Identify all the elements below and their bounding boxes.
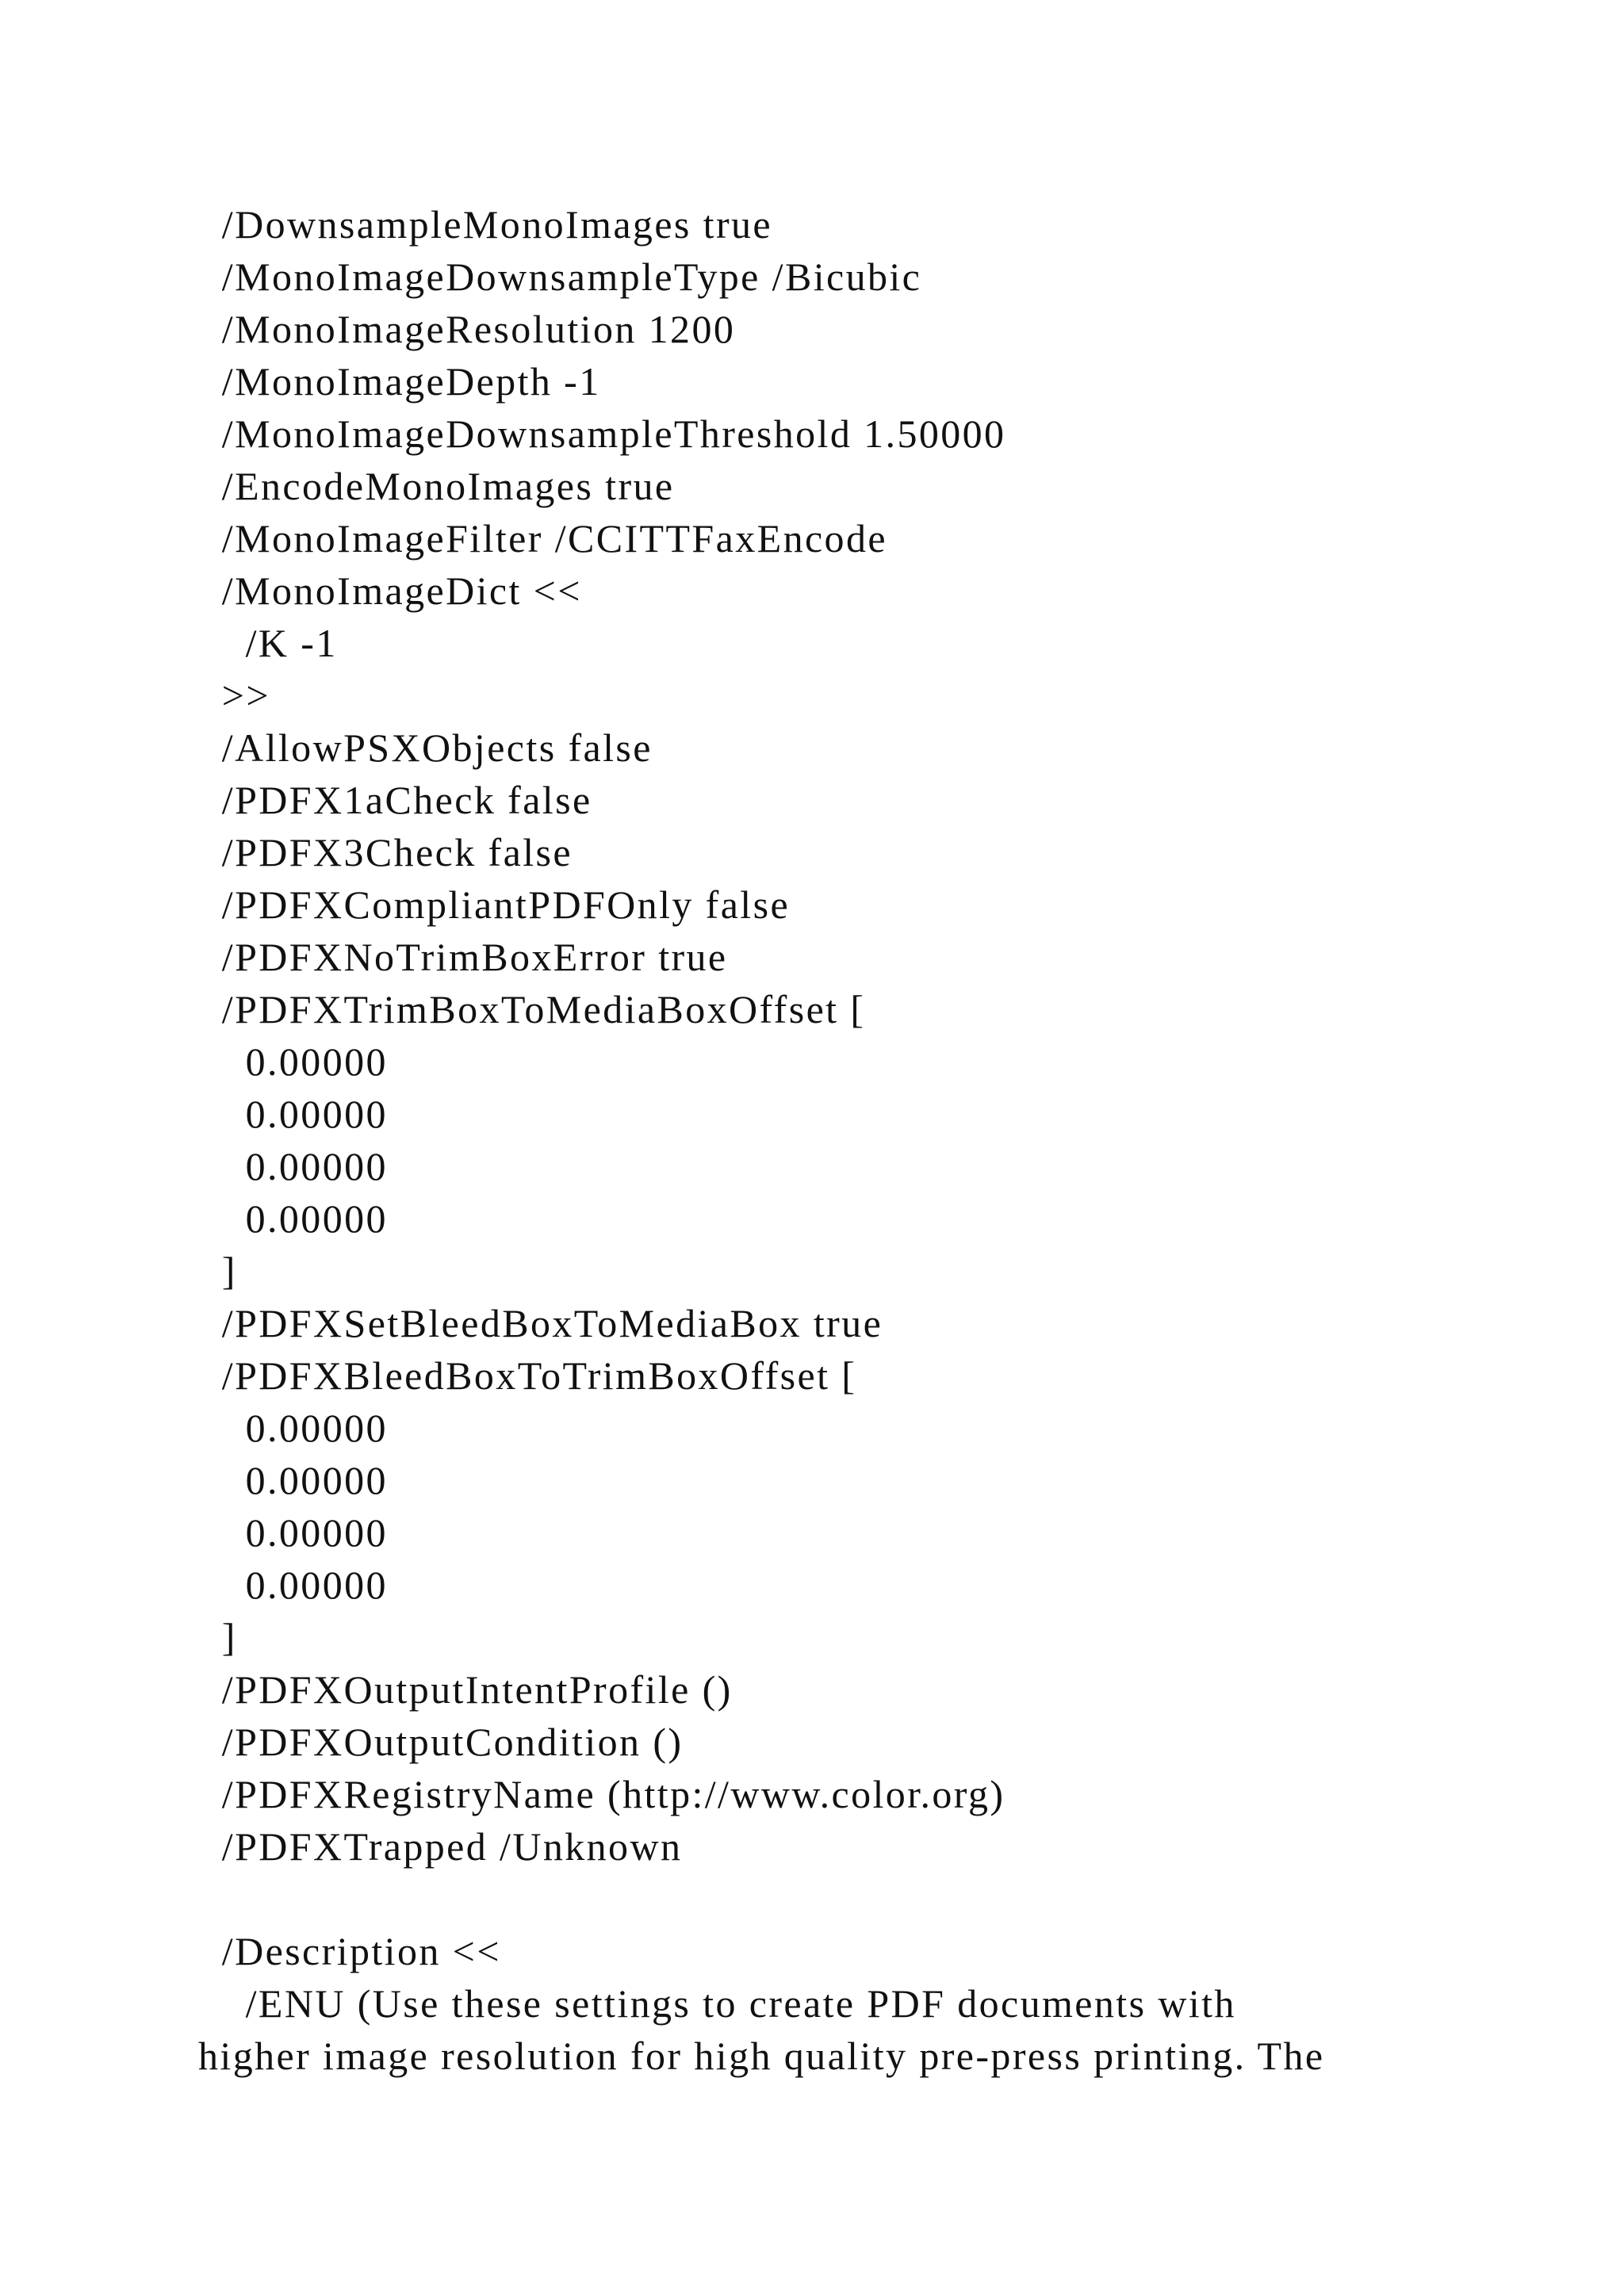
text-line: /PDFXOutputIntentProfile () [198, 1667, 733, 1712]
text-line: /MonoImageDownsampleType /Bicubic [198, 254, 922, 299]
text-line: /PDFXRegistryName (http://www.color.org) [198, 1772, 1005, 1816]
text-line: 0.00000 [198, 1563, 388, 1607]
text-line: >> [198, 673, 270, 718]
text-line: 0.00000 [198, 1039, 388, 1084]
document-text [198, 198, 1435, 2082]
text-line: 0.00000 [198, 1196, 388, 1241]
text-line: /ENU (Use these settings to create PDF documents with [198, 1981, 1236, 2026]
text-line: /MonoImageResolution 1200 [198, 307, 736, 351]
text-line: 0.00000 [198, 1092, 388, 1136]
text-line: /MonoImageDownsampleThreshold 1.50000 [198, 411, 1006, 456]
text-line: /DownsampleMonoImages true [198, 202, 773, 247]
text-line: /PDFXCompliantPDFOnly false [198, 882, 791, 927]
text-line: /PDFXSetBleedBoxToMediaBox true [198, 1301, 883, 1345]
text-line [198, 1873, 1435, 1925]
text-line: ] [198, 1615, 237, 1659]
text-line: 0.00000 [198, 1458, 388, 1502]
text-line: /PDFX3Check false [198, 830, 573, 874]
text-line: /PDFXOutputCondition () [198, 1720, 684, 1764]
text-line: ] [198, 1249, 237, 1293]
text-line: /EncodeMonoImages true [198, 464, 675, 508]
text-line: /Description << [198, 1929, 501, 1973]
text-line: /MonoImageFilter /CCITTFaxEncode [198, 516, 887, 561]
text-line: /MonoImageDepth -1 [198, 359, 601, 404]
text-line: /K -1 [198, 621, 338, 665]
text-line: /PDFX1aCheck false [198, 778, 592, 822]
text-line: /PDFXNoTrimBoxError true [198, 935, 728, 979]
text-line: 0.00000 [198, 1406, 388, 1450]
text-line: /PDFXTrapped /Unknown [198, 1824, 683, 1869]
text-line: /MonoImageDict << [198, 568, 582, 613]
text-line: 0.00000 [198, 1510, 388, 1555]
text-line: /PDFXTrimBoxToMediaBoxOffset [ [198, 987, 866, 1031]
text-line: higher image resolution for high quality pre-press printing. The [198, 2034, 1325, 2078]
text-line: 0.00000 [198, 1144, 388, 1188]
text-line: /AllowPSXObjects false [198, 725, 653, 770]
text-line: /PDFXBleedBoxToTrimBoxOffset [ [198, 1353, 857, 1398]
